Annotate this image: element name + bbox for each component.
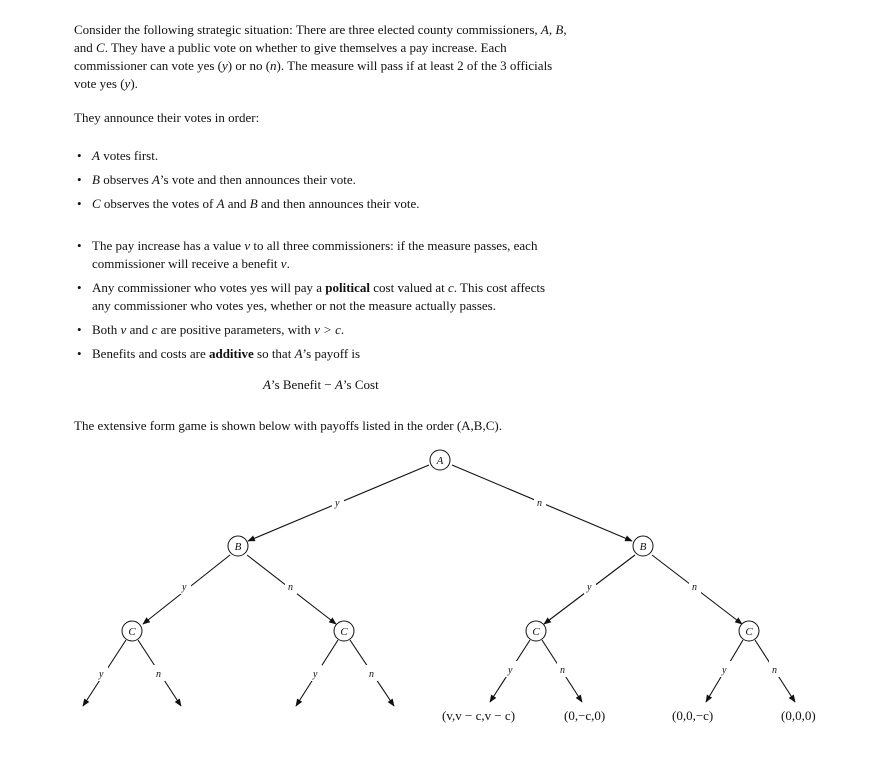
- math-symbol: v: [280, 256, 287, 271]
- payoff-label: (v,v − c,v − c): [442, 708, 516, 723]
- edge-label-yes: y: [313, 669, 318, 680]
- edge-label-yes: y: [508, 665, 513, 676]
- intro-text: Consider the following strategic situation: There are three elected county commissioners,: [74, 22, 538, 37]
- edge-label-no: n: [772, 665, 777, 676]
- intro-text: ).: [130, 76, 138, 91]
- item-text: so that: [253, 346, 295, 361]
- player-label: A: [92, 148, 100, 163]
- payoff-label: (0,0,0): [781, 708, 816, 723]
- player-label: A: [334, 377, 343, 392]
- item-text: votes first.: [99, 148, 159, 163]
- item-text: The pay increase has a value: [92, 238, 245, 253]
- payoff-label: (0,0,−c): [672, 708, 714, 723]
- node-b-label: B: [234, 541, 242, 553]
- item-text: Any commissioner who votes yes will pay a: [92, 280, 326, 295]
- edge-label-yes: y: [99, 669, 104, 680]
- yes-symbol: y: [222, 58, 228, 73]
- player-b-label: B: [555, 22, 564, 37]
- item-text: .: [340, 322, 345, 337]
- math-symbol: v: [244, 238, 251, 253]
- node-c-label: C: [532, 626, 540, 638]
- item-text: observes the votes of: [100, 196, 217, 211]
- player-c-label: C: [96, 40, 105, 55]
- formula-text: ’s Benefit −: [270, 377, 335, 392]
- emphasis: additive: [208, 346, 254, 361]
- formula-text: ’s Cost: [342, 377, 379, 392]
- intro-text: ) or no (: [227, 58, 271, 73]
- intro-text: ). The measure will pass if at least 2 of the 3 officials vote yes (: [74, 58, 553, 91]
- item-text: observes: [99, 172, 152, 187]
- player-label: A: [151, 172, 160, 187]
- edge-label-no: n: [537, 498, 542, 509]
- math-expression: v > c: [314, 322, 341, 337]
- item-text: Both: [92, 322, 121, 337]
- player-label: C: [92, 196, 101, 211]
- item-text: and: [224, 196, 250, 211]
- emphasis: political: [325, 280, 371, 295]
- node-c-label: C: [745, 626, 753, 638]
- yes-symbol: y: [124, 76, 131, 91]
- payoff-label: (0,−c,0): [564, 708, 606, 723]
- item-text: and then announces their vote.: [257, 196, 420, 211]
- edge-label-yes: y: [182, 582, 187, 593]
- player-label: A: [263, 377, 271, 392]
- edge-label-no: n: [692, 582, 697, 593]
- item-text: ’s payoff is: [302, 346, 361, 361]
- player-label: B: [92, 172, 100, 187]
- intro-paragraph: Consider the following strategic situation: There are three elected county commissioners, A, B, and C. They have a public vote on whether to give themselves a pay increase. Each commissioner can vote yes (y) or no (n). The measure will pass if at least 2 of the 3 officials vote yes (y).: [74, 22, 567, 91]
- tree-caption: The extensive form game is shown below with payoffs listed in the order (A,B,C).: [74, 418, 502, 433]
- player-label: A: [294, 346, 303, 361]
- no-symbol: n: [270, 58, 277, 73]
- item-text: cost valued at: [370, 280, 449, 295]
- edge-label-no: n: [156, 669, 161, 680]
- edge-label-no: n: [560, 665, 565, 676]
- item-text: . This cost affects any commissioner who votes yes, whether or not the measure actually passes.: [92, 280, 546, 313]
- item-text: and: [126, 322, 152, 337]
- intro-text: . They have a public vote on whether to give themselves a pay increase. Each commissioner can vote yes (: [74, 40, 507, 73]
- edge-label-yes: y: [587, 582, 592, 593]
- edge-label-yes: y: [335, 498, 340, 509]
- math-symbol: c: [151, 322, 158, 337]
- edge-label-no: n: [369, 669, 374, 680]
- node-c-label: C: [128, 626, 136, 638]
- item-text: to all three commissioners: if the measure passes, each commissioner will receive a benefit: [92, 238, 538, 271]
- edge-label-no: n: [288, 582, 293, 593]
- item-text: .: [286, 256, 290, 271]
- edge-label-yes: y: [722, 665, 727, 676]
- item-text: Benefits and costs are: [92, 346, 209, 361]
- player-a-label: A: [540, 22, 549, 37]
- node-a-label: A: [436, 455, 444, 467]
- item-text: are positive parameters, with: [157, 322, 315, 337]
- math-symbol: c: [448, 280, 454, 295]
- math-symbol: v: [120, 322, 127, 337]
- node-b-label: B: [639, 541, 647, 553]
- item-text: ’s vote and then announces their vote.: [159, 172, 356, 187]
- player-label: B: [249, 196, 258, 211]
- player-label: A: [216, 196, 225, 211]
- order-heading: They announce their votes in order:: [74, 110, 260, 125]
- node-c-label: C: [340, 626, 348, 638]
